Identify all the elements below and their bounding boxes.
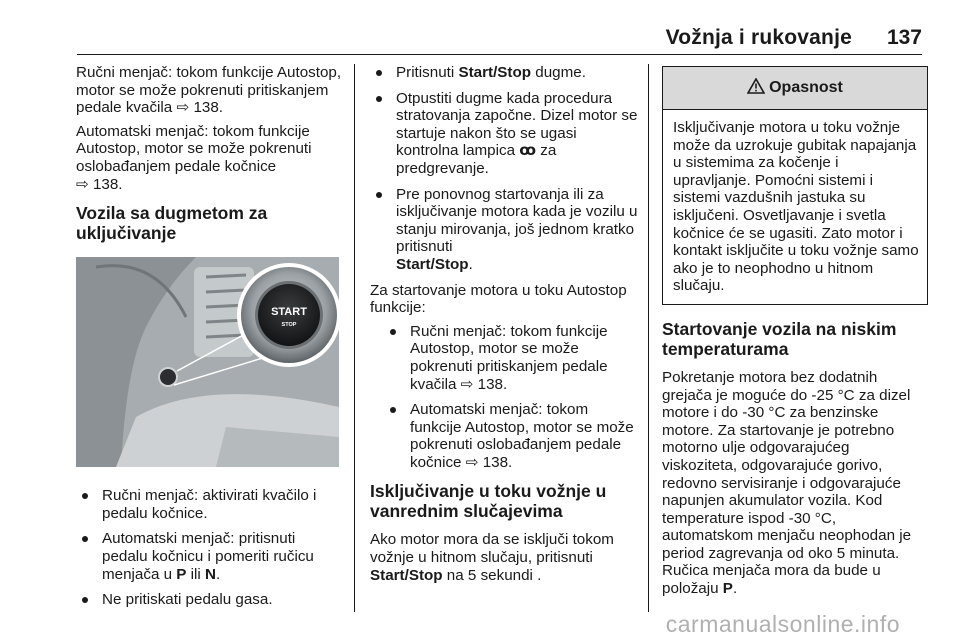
bullet-icon [376, 70, 382, 76]
page-reference[interactable]: ⇨ 138. [76, 175, 123, 193]
column-3 [662, 64, 928, 604]
arrow-right-icon: ⇨ [465, 453, 479, 471]
section-heading: Vozila sa dugmetom za uključivanje [76, 203, 268, 244]
bullet-icon [376, 192, 382, 198]
start-label: START [271, 306, 307, 319]
page-title: Vožnja i rukovanje [665, 26, 852, 49]
paragraph: Ako motor mora da se isključi tokom vožnje u hitnom slučaju, pritisnuti Start/Stop na 5 sekundi . [370, 531, 614, 584]
page-reference[interactable]: ⇨ 138. [465, 453, 513, 471]
list-item: Ručni menjač: tokom funkcije Autostop, motor se može pokrenuti pritiskanjem pedale kvačila ⇨ 138. [384, 323, 638, 393]
page-reference[interactable]: ⇨ 138. [460, 375, 508, 393]
bullet-list [370, 64, 638, 274]
warning-triangle-icon [747, 78, 765, 99]
paragraph: Automatski menjač: tokom funkcije Autostop, motor se može pokrenuti oslobađanjem pedale kočnice ⇨ 138. [76, 122, 312, 193]
list-item: Ne pritiskati pedalu gasa. [76, 591, 342, 609]
bullet-icon [82, 493, 88, 499]
bullet-icon [82, 597, 88, 603]
column-2 [370, 64, 638, 590]
warning-box [662, 66, 928, 305]
page-number: 137 [886, 26, 922, 49]
watermark: carmanualsonline.info [665, 611, 900, 637]
section-heading: Startovanje vozila na niskim temperaturama [662, 318, 897, 359]
arrow-right-icon: ⇨ [460, 375, 474, 393]
warning-body: Isključivanje motora u toku vožnje može da uzrokuje gubitak napajanja u sistemima za kočenje i upravljanje. Pomoćni sistemi i sistemi vazdušnih jastuka su isključeni. Osvetljavanje i svetla kočnice će se ugasiti. Zato motor i kontakt isključite u toku vožnje samo ako je to neophodno u hitnom slučaju. [673, 119, 919, 295]
list-item: Otpustiti dugme kada procedura stratovanja započne. Dizel motor se startuje nakon što se ugasi kontrolna lampica ꝏ za predgrevanje. [370, 90, 638, 178]
bullet-icon [82, 536, 88, 542]
paragraph: Ručni menjač: tokom funkcije Autostop, motor se može pokrenuti pritiskanjem pedale kvačila ⇨ 138. [76, 64, 342, 117]
dashboard-illustration [76, 257, 339, 467]
arrow-right-icon: ⇨ [76, 175, 89, 193]
warning-title: Opasnost [769, 79, 843, 97]
bullet-icon [390, 329, 396, 335]
list-item: Pre ponovnog startovanja ili za isključivanje motora kada je vozilu u stanju mirovanja, još jednom kratko pritisnuti Start/Stop. [370, 186, 638, 274]
glow-plug-icon: ꝏ [519, 142, 537, 160]
stop-label: STOP [281, 322, 297, 329]
bullet-icon [376, 96, 382, 102]
arrow-right-icon: ⇨ [176, 99, 190, 117]
bullet-list [76, 487, 342, 609]
warning-header [663, 67, 927, 110]
paragraph: Za startovanje motora u toku Autostop funkcije: [370, 281, 627, 317]
column-divider-2 [648, 64, 649, 612]
list-item: Pritisnuti Start/Stop dugme. [370, 64, 638, 82]
paragraph: Pokretanje motora bez dodatnih grejača je moguće do -25 °C za dizel motore i do -30 °C za benzinske motore. Za startovanje je potrebno motorno ulje odgovarajućeg viskoziteta, odgovarajuće gorivo, redovno servisiranje i odgovarajuće napunjen akumulator vozila. Kod temperature ispod -30 °C, automatskom menjaču neophodan je period zagrevanja od oko 5 minuta. Ručica menjača mora da bude u položaju P. [662, 368, 912, 598]
page-header [0, 0, 960, 56]
header-divider [77, 54, 922, 55]
list-item: Automatski menjač: tokom funkcije Autostop, motor se može pokrenuti oslobađanjem pedale kočnice ⇨ 138. [384, 401, 638, 471]
start-stop-button-photo [76, 257, 339, 467]
column-divider-1 [354, 64, 355, 612]
page-reference[interactable]: ⇨ 138. [176, 99, 224, 117]
section-heading: Isključivanje u toku vožnje u vanrednim slučajevima [370, 481, 607, 522]
list-item: Automatski menjač: pritisnuti pedalu kočnicu i pomeriti ručicu menjača u P ili N. [76, 530, 342, 583]
list-item: Ručni menjač: aktivirati kvačilo i pedalu kočnice. [76, 487, 342, 522]
column-1 [76, 64, 342, 617]
sub-bullet-list [384, 323, 638, 472]
bullet-icon [390, 407, 396, 413]
